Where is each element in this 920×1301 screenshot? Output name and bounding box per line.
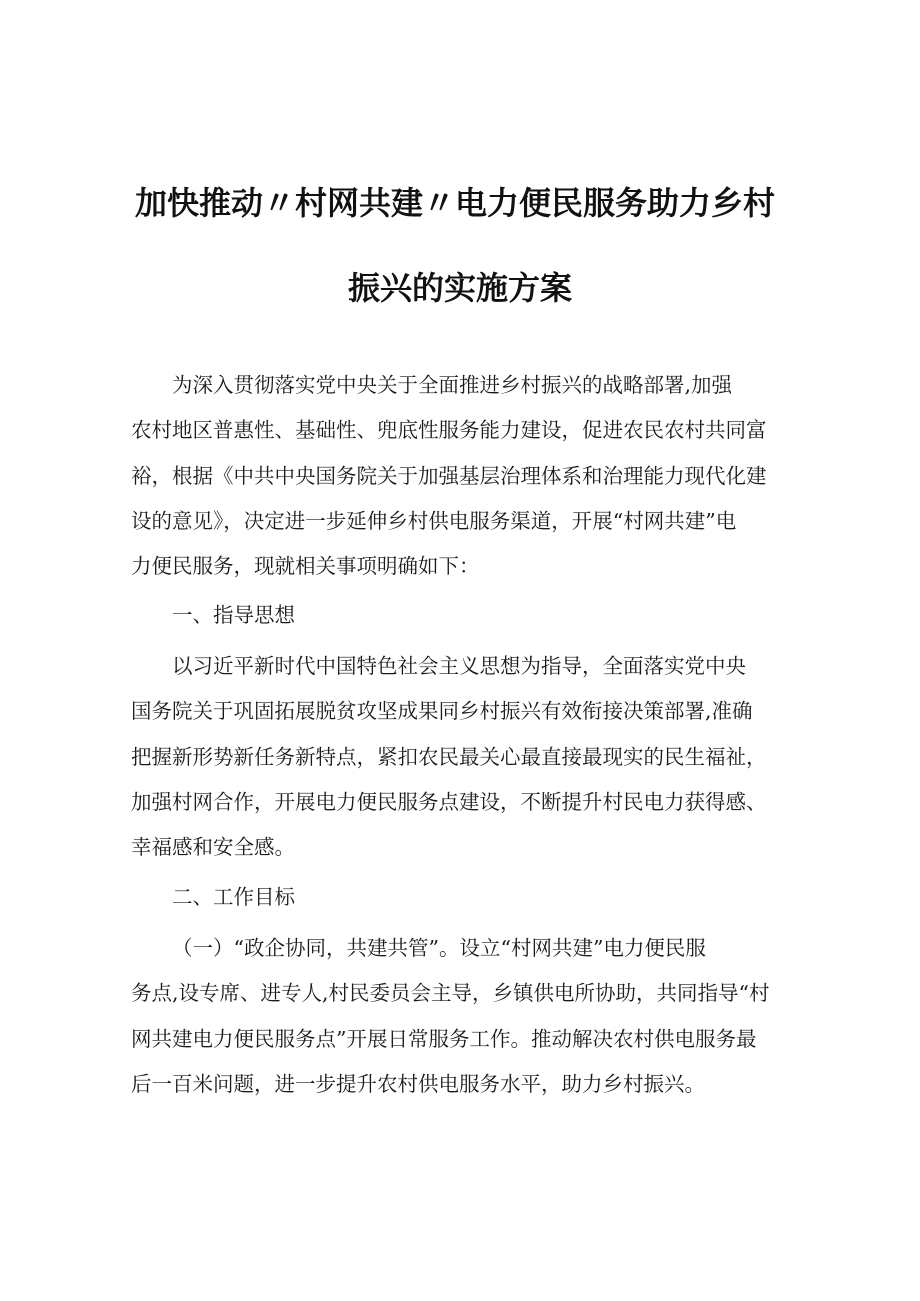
- paragraph-line: 农村地区普惠性、基础性、兜底性服务能力建设，促进农民农村共同富: [131, 418, 767, 443]
- paragraph-line: （一）“政企协同，共建共管”。设立“村网共建”电力便民服: [172, 936, 706, 960]
- paragraph-line: 力便民服务，现就相关事项明确如下：: [131, 554, 480, 579]
- document-title-line-2: 振兴的实施方案: [347, 269, 572, 307]
- paragraph-intro: [131, 363, 797, 589]
- paragraph-line: 后一百米问题，进一步提升农村供电服务水平，助力乡村振兴。: [131, 1071, 705, 1096]
- paragraph-line: 网共建电力便民服务点”开展日常服务工作。推动解决农村供电服务最: [131, 1026, 757, 1051]
- section-heading-guiding-ideology: 一、指导思想: [172, 603, 295, 627]
- paragraph-line: 幸福感和安全感。: [131, 835, 295, 860]
- paragraph-line: 设的意见》，决定进一步延伸乡村供电服务渠道，开展“村网共建”电: [131, 508, 737, 533]
- paragraph-work-goals: [131, 926, 797, 1107]
- section-heading-work-goals: 二、工作目标: [172, 885, 295, 909]
- paragraph-line: 裕，根据《中共中央国务院关于加强基层治理体系和治理能力现代化建: [131, 463, 767, 488]
- paragraph-guiding-ideology: [131, 644, 797, 870]
- paragraph-line: 加强村网合作，开展电力便民服务点建设，不断提升村民电力获得感、: [131, 789, 767, 814]
- paragraph-line: 为深入贯彻落实党中央关于全面推进乡村振兴的战略部署,加强: [172, 373, 733, 397]
- paragraph-line: 把握新形势新任务新特点，紧扣农民最关心最直接最现实的民生福祉，: [131, 744, 767, 769]
- document-title-line-1: 加快推动〃村网共建〃电力便民服务助力乡村: [134, 184, 775, 222]
- paragraph-line: 国务院关于巩固拓展脱贫攻坚成果同乡村振兴有效衔接决策部署,准确: [131, 699, 753, 724]
- paragraph-line: 以习近平新时代中国特色社会主义思想为指导，全面落实党中央: [172, 654, 746, 678]
- paragraph-line: 务点,设专席、进专人,村民委员会主导，乡镇供电所协助，共同指导“村: [131, 981, 770, 1006]
